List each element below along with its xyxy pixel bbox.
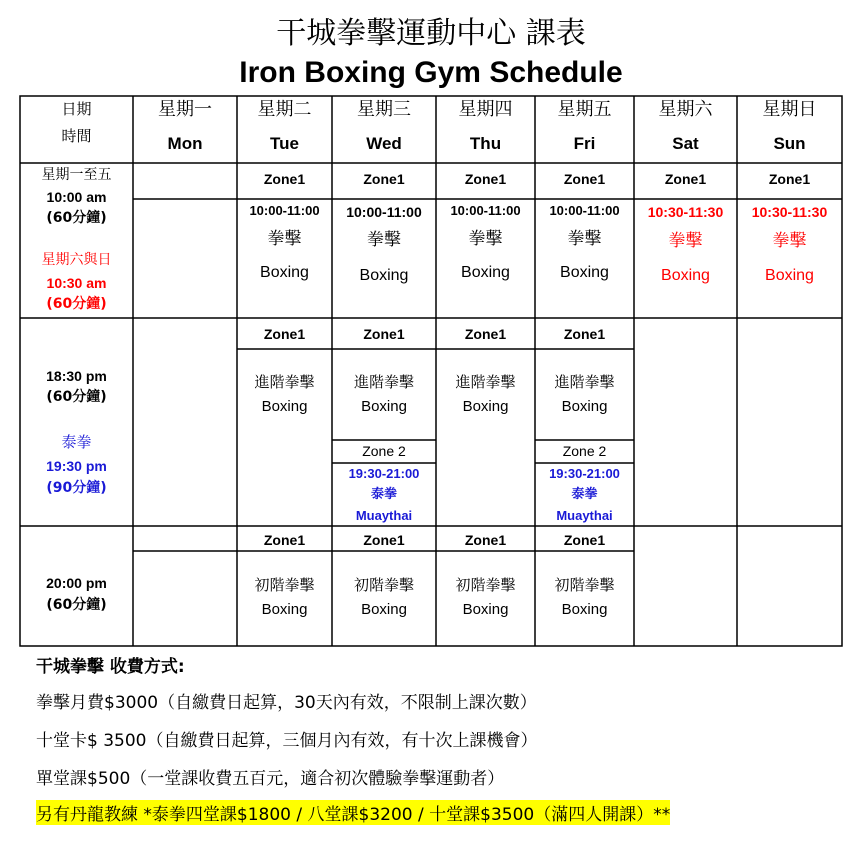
class-name-cn: 泰拳: [370, 487, 397, 502]
muaythai-time: 19:30 pm: [46, 458, 107, 474]
day-thu-en: Thu: [469, 134, 502, 153]
class-name-cn: 拳擊: [267, 229, 302, 249]
zone-label: Zone1: [664, 171, 707, 187]
class-name-en: Boxing: [261, 398, 308, 415]
muaythai-duration: (90分鐘): [46, 480, 107, 496]
page-title-english: Iron Boxing Gym Schedule: [239, 56, 623, 89]
night-time: 20:00 pm: [46, 575, 107, 591]
class-time: 19:30-21:00: [348, 466, 420, 481]
class-name-en: Boxing: [361, 398, 407, 415]
class-name-cn: 進階拳擊: [554, 373, 615, 391]
corner-date-label: 日期: [61, 100, 92, 118]
day-wed-en: Wed: [366, 134, 402, 153]
day-sat-cn: 星期六: [658, 99, 713, 120]
class-name-en: Boxing: [260, 264, 309, 281]
class-name-cn: 初階拳擊: [254, 576, 315, 594]
day-thu-cn: 星期四: [458, 99, 513, 120]
zone-label: Zone1: [464, 326, 507, 342]
class-time: 10:30-11:30: [751, 204, 828, 220]
fee-single-class: 單堂課$500（一堂課收費五百元，適合初次體驗拳擊運動者）: [36, 769, 505, 789]
class-name-en: Boxing: [462, 398, 509, 415]
class-time: 10:00-11:00: [450, 203, 521, 218]
class-name-en: Boxing: [661, 267, 710, 284]
morning-weekday-label: 星期一至五: [41, 167, 112, 183]
class-time: 10:00-11:00: [549, 203, 620, 218]
day-fri-en: Fri: [573, 134, 596, 153]
day-mon-cn: 星期一: [158, 99, 212, 120]
class-name-cn: 進階拳擊: [455, 373, 516, 391]
morning-weekend-time: 10:30 am: [46, 275, 107, 291]
zone-label: Zone1: [263, 171, 306, 187]
class-name-en: Muaythai: [556, 508, 613, 523]
class-name-en: Boxing: [560, 264, 609, 281]
zone-label: Zone1: [263, 326, 306, 342]
zone-label: Zone1: [563, 532, 606, 548]
fee-muaythai-note: 另有丹龍教練 *泰拳四堂課$1800 / 八堂課$3200 / 十堂課$3500（滿四人開課）**: [36, 800, 670, 825]
class-name-en: Boxing: [561, 601, 608, 618]
class-name-en: Boxing: [462, 601, 509, 618]
fee-ten-class-card: 十堂卡$ 3500（自繳費日起算，三個月內有效，有十次上課機會）: [36, 731, 538, 751]
day-sun-en: Sun: [773, 134, 806, 153]
zone-label: Zone1: [363, 532, 405, 548]
class-name-cn: 拳擊: [367, 230, 401, 250]
class-name-en: Boxing: [359, 267, 409, 284]
night-duration: (60分鐘): [46, 597, 107, 613]
fees-heading: 干城拳擊 收費方式:: [36, 657, 185, 677]
class-time: 10:00-11:00: [249, 203, 320, 218]
class-name-cn: 進階拳擊: [254, 373, 315, 391]
day-sat-en: Sat: [672, 134, 699, 153]
zone-label: Zone1: [768, 171, 811, 187]
class-name-en: Boxing: [561, 398, 608, 415]
morning-weekday-time: 10:00 am: [46, 189, 107, 205]
class-name-en: Boxing: [765, 267, 814, 284]
zone-label: Zone1: [263, 532, 306, 548]
class-name-cn: 初階拳擊: [353, 576, 414, 594]
muaythai-label: 泰拳: [61, 433, 92, 451]
day-tue-cn: 星期二: [257, 99, 312, 120]
class-name-en: Boxing: [261, 601, 308, 618]
day-tue-en: Tue: [270, 134, 299, 153]
class-name-cn: 拳擊: [567, 229, 602, 249]
morning-weekend-label: 星期六與日: [41, 252, 112, 268]
class-time: 10:00-11:00: [346, 204, 422, 220]
morning-weekend-duration: (60分鐘): [46, 296, 107, 312]
day-mon-en: Mon: [167, 134, 203, 153]
class-name-cn: 拳擊: [668, 231, 703, 251]
page-title-chinese: 干城拳擊運動中心 課表: [276, 16, 586, 51]
day-wed-cn: 星期三: [357, 99, 411, 120]
class-name-cn: 泰拳: [571, 487, 598, 502]
class-name-cn: 拳擊: [772, 231, 807, 251]
day-fri-cn: 星期五: [557, 99, 612, 120]
day-sun-cn: 星期日: [762, 99, 817, 120]
class-name-en: Boxing: [461, 264, 510, 281]
zone2-label: Zone 2: [562, 443, 607, 459]
class-name-cn: 初階拳擊: [554, 576, 615, 594]
class-time: 19:30-21:00: [549, 466, 620, 481]
zone-label: Zone1: [464, 532, 507, 548]
zone-label: Zone1: [363, 171, 405, 187]
class-name-cn: 拳擊: [468, 229, 503, 249]
evening-time: 18:30 pm: [46, 368, 107, 384]
class-time: 10:30-11:30: [647, 204, 724, 220]
zone-label: Zone1: [563, 171, 606, 187]
class-name-cn: 初階拳擊: [455, 576, 516, 594]
class-name-cn: 進階拳擊: [353, 373, 414, 391]
evening-duration: (60分鐘): [46, 389, 107, 405]
zone-label: Zone1: [563, 326, 606, 342]
morning-weekday-duration: (60分鐘): [46, 210, 107, 226]
class-name-en: Boxing: [361, 601, 407, 618]
fee-monthly: 拳擊月費$3000（自繳費日起算，30天內有效，不限制上課次數）: [36, 693, 537, 713]
zone-label: Zone1: [464, 171, 507, 187]
zone2-label: Zone 2: [362, 443, 406, 459]
class-name-en: Muaythai: [355, 508, 413, 523]
zone-label: Zone1: [363, 326, 405, 342]
corner-time-label: 時間: [61, 127, 92, 145]
